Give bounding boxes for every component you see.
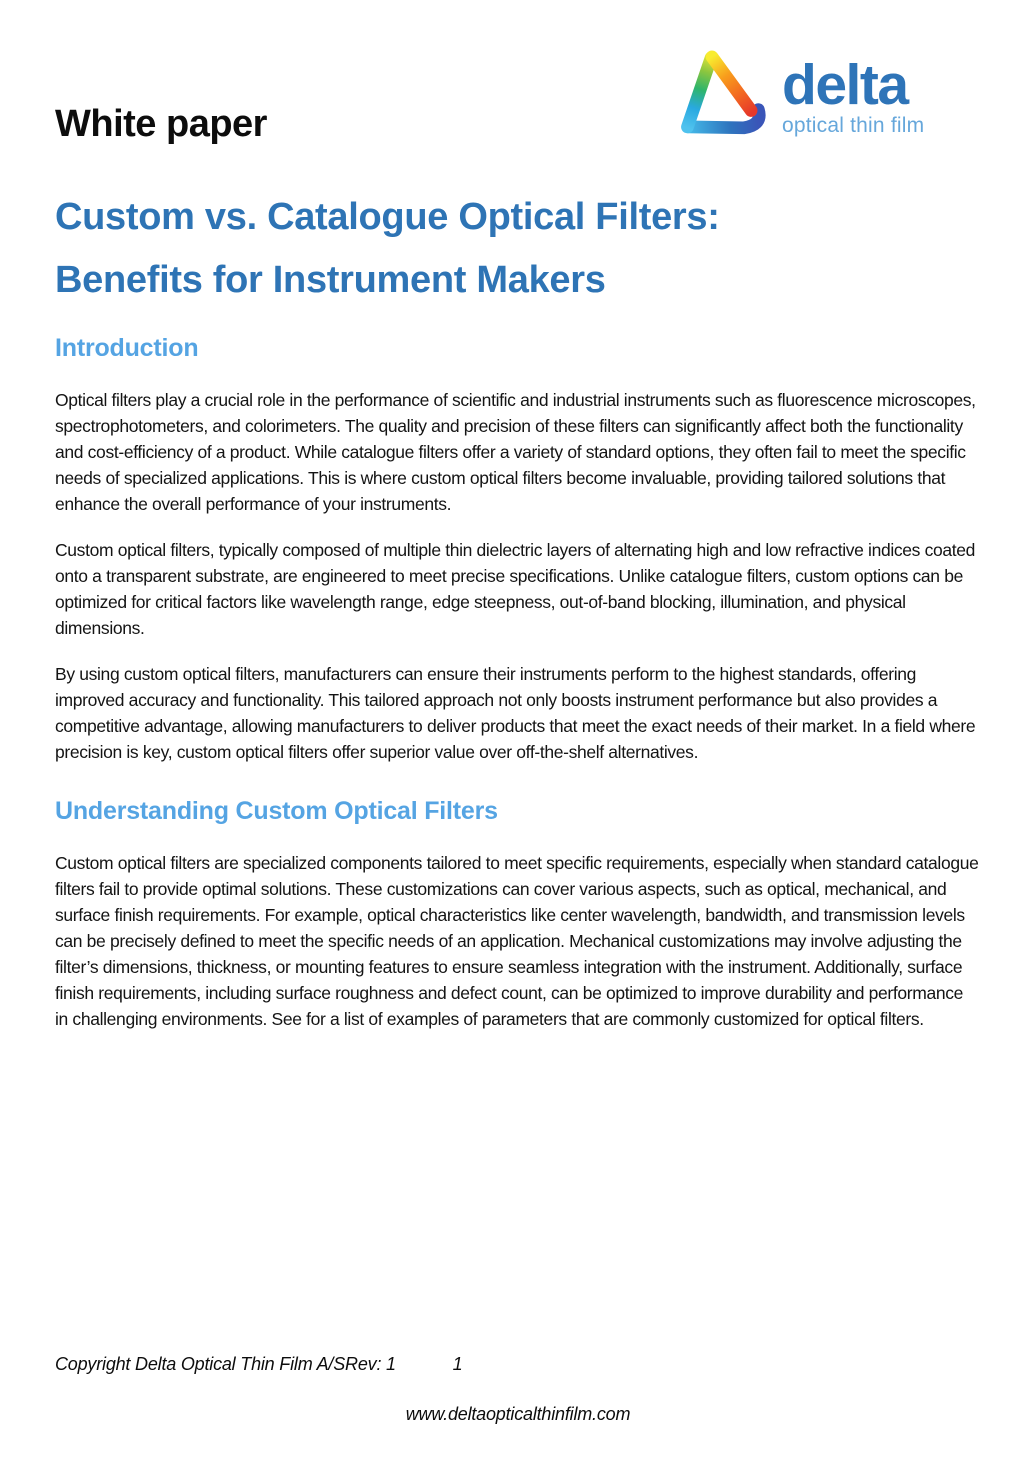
delta-logo (672, 44, 924, 153)
paragraph-intro-3: By using custom optical filters, manufacturers can ensure their instruments perform to the highest standards, offering improved accuracy and functionality. This tailored approach not only boosts instrument performance but also provides a competitive advantage, allowing manufacturers to deliver products that meet the exact needs of their market. In a field where precision is key, custom optical filters offer superior value over off-the-shelf alternatives. (55, 664, 976, 762)
document-title-line2: Benefits for Instrument Makers (55, 259, 606, 301)
section-heading-understanding-custom-optical-filters: Understanding Custom Optical Filters (55, 797, 498, 825)
document-type-label: White paper (55, 103, 267, 145)
revision-text: Rev: 1 (345, 1354, 396, 1374)
document-body (55, 333, 980, 1052)
section-heading-introduction: Introduction (55, 334, 199, 362)
website-link[interactable]: www.deltaopticalthinfilm.com (405, 1404, 631, 1424)
copyright-text: Copyright Delta Optical Thin Film A/S (55, 1354, 346, 1374)
paragraph-intro-2: Custom optical filters, typically composed of multiple thin dielectric layers of alternating high and low refractive indices coated onto a transparent substrate, are engineered to meet precise specifications. Unlike catalogue filters, custom options can be optimized for critical factors like wavelength range, edge steepness, out-of-band blocking, illumination, and physical dimensions. (55, 540, 976, 638)
paragraph-understanding-1: Custom optical filters are specialized components tailored to meet specific requirements, especially when standard catalogue filters fail to provide optimal solutions. These customizations can cover various aspects, such as optical, mechanical, and surface finish requirements. For example, optical characteristics like center wavelength, bandwidth, and transmission levels can be precisely defined to meet the specific needs of an application. Mechanical customizations may involve adjusting the filter’s dimensions, thickness, or mounting features to ensure seamless integration with the instrument. Additionally, surface finish requirements, including surface roughness and defect count, can be optimized to improve durability and performance in challenging environments. See for a list of examples of parameters that are commonly customized for optical filters. (55, 853, 979, 1029)
document-title (55, 186, 985, 312)
footer-copyright-line (55, 1354, 462, 1375)
logo-tagline: optical thin film (782, 114, 925, 138)
delta-triangle-icon (672, 44, 772, 153)
logo-wordmark: delta (782, 52, 908, 117)
paragraph-intro-1: Optical filters play a crucial role in the performance of scientific and industrial instruments such as fluorescence microscopes, spectrophotometers, and colorimeters. The quality and precision of these filters can significantly affect both the functionality and cost-efficiency of a product. While catalogue filters offer a variety of standard options, they often fail to meet the specific needs of specialized applications. This is where custom optical filters become invaluable, providing tailored solutions that enhance the overall performance of your instruments. (55, 390, 976, 514)
page-number: 1 (452, 1354, 463, 1374)
document-title-line1: Custom vs. Catalogue Optical Filters: (55, 196, 720, 238)
logo-text (782, 52, 925, 138)
